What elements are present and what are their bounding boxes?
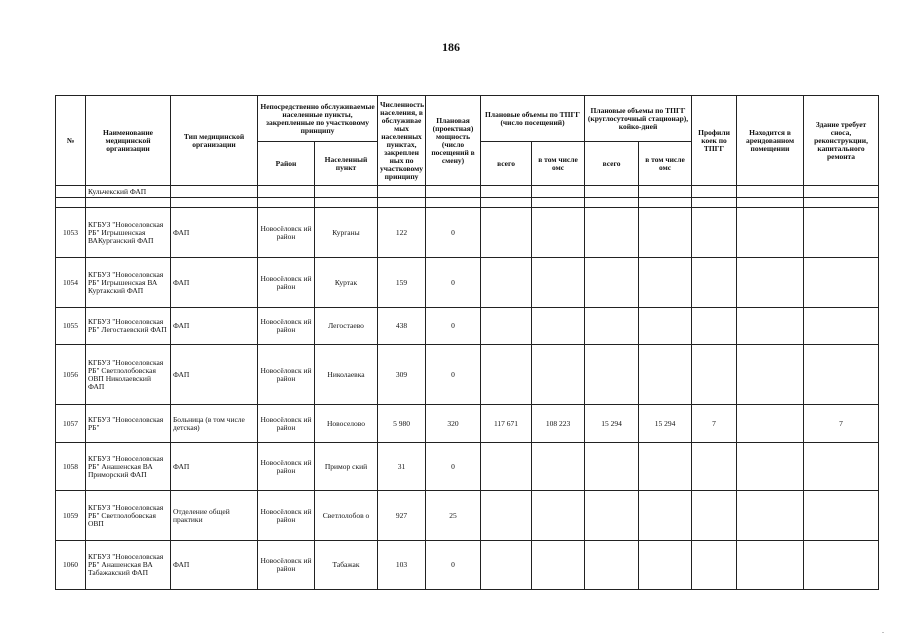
cell-stat-oms — [639, 208, 692, 258]
cell-stat-total — [585, 541, 639, 590]
cell-type: ФАП — [171, 541, 258, 590]
table-row — [56, 443, 879, 491]
cell-population: 159 — [378, 258, 426, 308]
cell-settlement: Табажак — [315, 541, 378, 590]
cell-settlement: Примор ский — [315, 443, 378, 491]
table-row — [56, 405, 879, 443]
cell-capacity: 0 — [426, 541, 481, 590]
table-row — [56, 208, 879, 258]
cell-tpgg-oms — [532, 208, 585, 258]
facilities-table — [55, 95, 879, 590]
cell-stat-oms — [639, 443, 692, 491]
header-stat-total: всего — [585, 142, 639, 186]
header-tpgg-oms: в том числе омс — [532, 142, 585, 186]
cell-rented — [737, 208, 804, 258]
cell-stat-total — [585, 443, 639, 491]
cell-district: Новосёловск ий район — [258, 258, 315, 308]
cell-district: Новосёловск ий район — [258, 405, 315, 443]
cell-type: Больница (в том числе детская) — [171, 405, 258, 443]
cell-capacity: 0 — [426, 208, 481, 258]
header-repair: Здание требует сноса, реконструкции, капитального ремонта — [804, 96, 879, 186]
spacer-row — [56, 198, 879, 208]
cell-profile: 7 — [692, 405, 737, 443]
cell-rented — [737, 258, 804, 308]
cell-district: Новосёловск ий район — [258, 345, 315, 405]
cell-population: 927 — [378, 491, 426, 541]
cell-stat-oms — [639, 541, 692, 590]
cell-org: КГБУЗ "Новоселовская РБ" Анашенская ВА Табажакский ФАП — [86, 541, 171, 590]
cell-stat-oms — [639, 308, 692, 345]
header-org-type: Тип медицинской организации — [171, 96, 258, 186]
cell-org: КГБУЗ "Новоселовская РБ" Анашенская ВА Приморский ФАП — [86, 443, 171, 491]
cell-tpgg-total — [481, 541, 532, 590]
cell-no: 1053 — [56, 208, 86, 258]
header-district: Район — [258, 142, 315, 186]
cell-stat-total: 15 294 — [585, 405, 639, 443]
cell-population: 309 — [378, 345, 426, 405]
cell-repair — [804, 443, 879, 491]
header-rented: Находится в арендованном помещении — [737, 96, 804, 186]
cell-district: Новосёловск ий район — [258, 541, 315, 590]
cell-repair — [804, 258, 879, 308]
header-tpgg-total: всего — [481, 142, 532, 186]
cell-settlement: Светлолобов о — [315, 491, 378, 541]
cell-org: КГБУЗ "Новоселовская РБ" Игрышенская ВА Куртакский ФАП — [86, 258, 171, 308]
cell-org: КГБУЗ "Новоселовская РБ" Светлолобовская ОВП Николаевский ФАП — [86, 345, 171, 405]
cell-settlement: Легостаево — [315, 308, 378, 345]
cell-profile — [692, 208, 737, 258]
cell-tpgg-total — [481, 491, 532, 541]
table-row — [56, 345, 879, 405]
cell-repair — [804, 345, 879, 405]
cell-tpgg-total — [481, 345, 532, 405]
cell-no: 1054 — [56, 258, 86, 308]
cell-district: Новосёловск ий район — [258, 491, 315, 541]
cell-stat-total — [585, 308, 639, 345]
cell-capacity: 0 — [426, 345, 481, 405]
cell-population: 103 — [378, 541, 426, 590]
header-stat-oms: в том числе омс — [639, 142, 692, 186]
header-plan-tpgg-stat: Плановые объемы по ТПГГ (круглосуточный стационар), койко-дней — [585, 96, 692, 142]
cell-tpgg-oms — [532, 258, 585, 308]
cell-tpgg-total: 117 671 — [481, 405, 532, 443]
cell-type: ФАП — [171, 345, 258, 405]
cell-no: 1057 — [56, 405, 86, 443]
page-number: 186 — [442, 40, 460, 54]
cell-population: 5 980 — [378, 405, 426, 443]
cell-no: 1059 — [56, 491, 86, 541]
cell-tpgg-oms — [532, 491, 585, 541]
cell-org: КГБУЗ "Новоселовская РБ" Светлолобовская ОВП — [86, 491, 171, 541]
table-row — [56, 308, 879, 345]
cell-type: ФАП — [171, 308, 258, 345]
cell-rented — [737, 308, 804, 345]
cell-stat-total — [585, 491, 639, 541]
cell-profile — [692, 541, 737, 590]
cell-repair — [804, 491, 879, 541]
cell-repair: 7 — [804, 405, 879, 443]
cell-settlement: Куртак — [315, 258, 378, 308]
cell-tpgg-oms — [532, 541, 585, 590]
header-profile-beds: Профили коек по ТПГГ — [692, 96, 737, 186]
cell-population: 438 — [378, 308, 426, 345]
cell-capacity: 320 — [426, 405, 481, 443]
cell-tpgg-total — [481, 443, 532, 491]
cell-repair — [804, 208, 879, 258]
cell-capacity: 0 — [426, 258, 481, 308]
table-row — [56, 541, 879, 590]
cell-district: Новосёловск ий район — [258, 443, 315, 491]
cell-tpgg-oms — [532, 308, 585, 345]
section-row — [56, 186, 879, 198]
cell-repair — [804, 308, 879, 345]
cell-population: 31 — [378, 443, 426, 491]
cell-tpgg-oms: 108 223 — [532, 405, 585, 443]
table-row — [56, 258, 879, 308]
cell-repair — [804, 541, 879, 590]
cell-rented — [737, 541, 804, 590]
header-settlement: Населенный пункт — [315, 142, 378, 186]
cell-tpgg-total — [481, 258, 532, 308]
cell-no: 1060 — [56, 541, 86, 590]
cell-type: Отделение общей практики — [171, 491, 258, 541]
cell-rented — [737, 345, 804, 405]
cell-stat-oms — [639, 491, 692, 541]
cell-profile — [692, 258, 737, 308]
cell-org: КГБУЗ "Новоселовская РБ" Игрышенская ВАКурганский ФАП — [86, 208, 171, 258]
cell-stat-oms — [639, 258, 692, 308]
cell-rented — [737, 443, 804, 491]
header-served: Непосредственно обслуживаемые населенные пункты, закрепленные по участковому принципу — [258, 96, 378, 142]
cell-org: КГБУЗ "Новоселовская РБ" Легостаевский ФАП — [86, 308, 171, 345]
cell-capacity: 0 — [426, 308, 481, 345]
cell-no: 1058 — [56, 443, 86, 491]
header-no: № — [56, 96, 86, 186]
cell-stat-total — [585, 258, 639, 308]
cell-stat-oms — [639, 345, 692, 405]
cell-type: ФАП — [171, 258, 258, 308]
cell-profile — [692, 491, 737, 541]
table-row — [56, 491, 879, 541]
cell-no: 1056 — [56, 345, 86, 405]
cell-tpgg-total — [481, 208, 532, 258]
cell-tpgg-total — [481, 308, 532, 345]
cell-settlement: Новоселово — [315, 405, 378, 443]
cell-district: Новосёловск ий район — [258, 208, 315, 258]
cell-settlement: Курганы — [315, 208, 378, 258]
cell-type: ФАП — [171, 208, 258, 258]
cell-tpgg-oms — [532, 443, 585, 491]
cell-profile — [692, 345, 737, 405]
corner-mark: - — [882, 630, 884, 636]
cell-capacity: 25 — [426, 491, 481, 541]
cell-profile — [692, 443, 737, 491]
cell-capacity: 0 — [426, 443, 481, 491]
section-title: Кульчекский ФАП — [86, 186, 171, 198]
header-plan-tpgg: Плановые объемы по ТПГГ (число посещений) — [481, 96, 585, 142]
cell-tpgg-oms — [532, 345, 585, 405]
cell-profile — [692, 308, 737, 345]
cell-stat-oms: 15 294 — [639, 405, 692, 443]
cell-rented — [737, 405, 804, 443]
cell-stat-total — [585, 208, 639, 258]
cell-stat-total — [585, 345, 639, 405]
cell-district: Новосёловск ий район — [258, 308, 315, 345]
cell-no: 1055 — [56, 308, 86, 345]
header-capacity: Плановая (проектная) мощность (число посещений в смену) — [426, 96, 481, 186]
header-population: Численность населения, в обслуживае мых населенных пунктах, закреплен ных по участковому принципу — [378, 96, 426, 186]
cell-type: ФАП — [171, 443, 258, 491]
cell-rented — [737, 491, 804, 541]
cell-settlement: Николаевка — [315, 345, 378, 405]
cell-org: КГБУЗ "Новоселовская РБ" — [86, 405, 171, 443]
cell-population: 122 — [378, 208, 426, 258]
header-org-name: Наименование медицинской организации — [86, 96, 171, 186]
